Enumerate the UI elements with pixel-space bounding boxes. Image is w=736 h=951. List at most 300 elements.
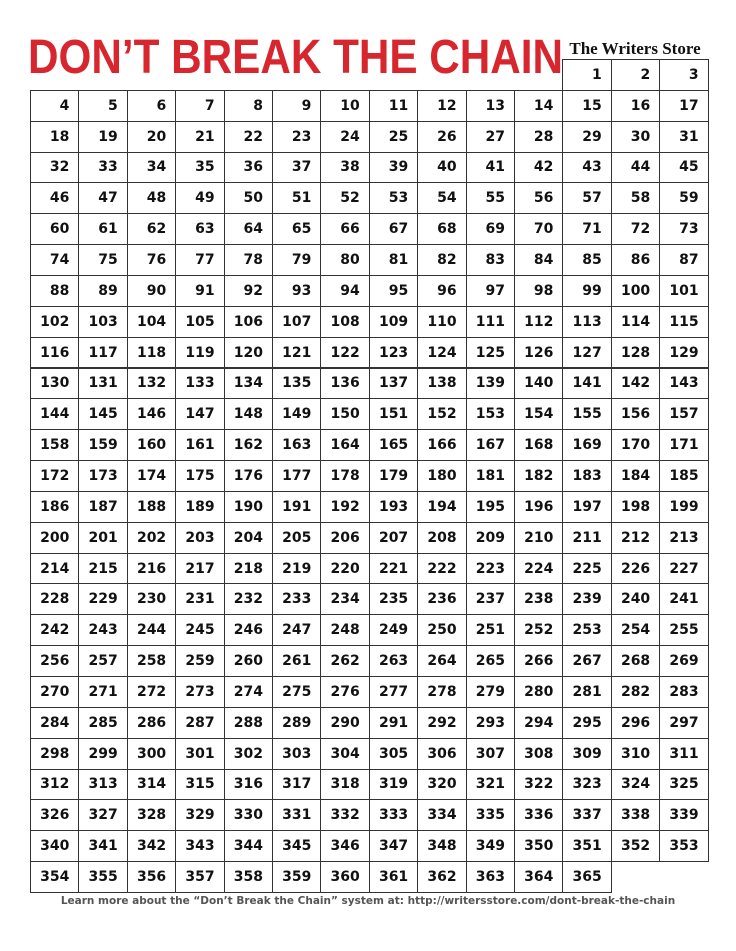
- day-cell: 210: [514, 522, 563, 554]
- day-cell: 235: [369, 583, 418, 615]
- day-cell: 316: [224, 769, 273, 801]
- day-cell: 274: [224, 676, 273, 708]
- day-cell: 176: [224, 460, 273, 492]
- day-cell: 340: [30, 830, 79, 862]
- day-cell: 184: [611, 460, 660, 492]
- day-cell: 127: [562, 337, 611, 369]
- day-cell: 281: [562, 676, 611, 708]
- day-cell: 18: [30, 121, 79, 153]
- day-cell: 350: [514, 830, 563, 862]
- day-cell: 172: [30, 460, 79, 492]
- day-cell: 106: [224, 306, 273, 338]
- day-cell: 63: [175, 213, 224, 245]
- day-cell: 26: [417, 121, 466, 153]
- day-cell: 35: [175, 152, 224, 184]
- day-cell: 10: [320, 90, 369, 122]
- day-cell: 38: [320, 152, 369, 184]
- day-cell: 95: [369, 275, 418, 307]
- day-cell: 88: [30, 275, 79, 307]
- day-cell: 118: [127, 337, 176, 369]
- day-cell: 101: [659, 275, 708, 307]
- day-cell: 99: [562, 275, 611, 307]
- day-cell: 236: [417, 583, 466, 615]
- day-cell: 175: [175, 460, 224, 492]
- brand-name: The Writers Store: [569, 39, 701, 58]
- day-cell: 262: [320, 645, 369, 677]
- day-cell: 144: [30, 398, 79, 430]
- day-cell: 339: [659, 799, 708, 831]
- day-cell: 126: [514, 337, 563, 369]
- day-cell: 73: [659, 213, 708, 245]
- day-cell: 258: [127, 645, 176, 677]
- day-cell: 243: [78, 614, 127, 646]
- day-cell: 256: [30, 645, 79, 677]
- day-cell: 181: [466, 460, 515, 492]
- day-cell: 23: [272, 121, 321, 153]
- day-cell: 146: [127, 398, 176, 430]
- day-cell: 86: [611, 244, 660, 276]
- day-cell: 279: [466, 676, 515, 708]
- day-cell: 257: [78, 645, 127, 677]
- day-cell: 264: [417, 645, 466, 677]
- day-cell: 265: [466, 645, 515, 677]
- day-cell: 323: [562, 769, 611, 801]
- day-cell: 207: [369, 522, 418, 554]
- day-cell: 227: [659, 553, 708, 585]
- day-cell: 21: [175, 121, 224, 153]
- day-cell: 1: [562, 59, 611, 91]
- day-cell: 288: [224, 707, 273, 739]
- day-cell: 357: [175, 861, 224, 893]
- day-cell: 194: [417, 491, 466, 523]
- day-cell: 151: [369, 398, 418, 430]
- day-cell: 324: [611, 769, 660, 801]
- day-cell: 141: [562, 368, 611, 400]
- day-cell: 51: [272, 182, 321, 214]
- day-cell: 56: [514, 182, 563, 214]
- day-cell: 30: [611, 121, 660, 153]
- day-cell: 348: [417, 830, 466, 862]
- day-cell: 283: [659, 676, 708, 708]
- day-cell: 293: [466, 707, 515, 739]
- day-cell: 302: [224, 738, 273, 770]
- day-cell: 12: [417, 90, 466, 122]
- day-cell: 53: [369, 182, 418, 214]
- day-cell: 245: [175, 614, 224, 646]
- day-cell: 251: [466, 614, 515, 646]
- day-cell: 129: [659, 337, 708, 369]
- day-cell: 112: [514, 306, 563, 338]
- day-cell: 361: [369, 861, 418, 893]
- day-cell: 166: [417, 429, 466, 461]
- day-cell: 228: [30, 583, 79, 615]
- day-cell: 248: [320, 614, 369, 646]
- day-cell: 174: [127, 460, 176, 492]
- day-cell: 303: [272, 738, 321, 770]
- day-cell: 333: [369, 799, 418, 831]
- day-cell: 154: [514, 398, 563, 430]
- day-cell: 87: [659, 244, 708, 276]
- day-cell: 311: [659, 738, 708, 770]
- day-cell: 157: [659, 398, 708, 430]
- day-cell: 234: [320, 583, 369, 615]
- day-cell: 162: [224, 429, 273, 461]
- day-cell: 103: [78, 306, 127, 338]
- day-cell: 192: [320, 491, 369, 523]
- day-cell: 3: [659, 59, 708, 91]
- day-cell: 16: [611, 90, 660, 122]
- day-cell: 219: [272, 553, 321, 585]
- day-cell: 189: [175, 491, 224, 523]
- footer-note: Learn more about the “Don’t Break the Chain” system at: http://writersstore.com/dont-break-the-chain: [60, 895, 676, 907]
- day-cell: 55: [466, 182, 515, 214]
- day-cell: 9: [272, 90, 321, 122]
- day-cell: 188: [127, 491, 176, 523]
- day-cell: 121: [272, 337, 321, 369]
- day-cell: 259: [175, 645, 224, 677]
- day-cell: 364: [514, 861, 563, 893]
- day-cell: 360: [320, 861, 369, 893]
- day-cell: 244: [127, 614, 176, 646]
- day-cell: 47: [78, 182, 127, 214]
- day-cell: 92: [224, 275, 273, 307]
- day-cell: 120: [224, 337, 273, 369]
- day-cell: 90: [127, 275, 176, 307]
- day-cell: 353: [659, 830, 708, 862]
- day-cell: 187: [78, 491, 127, 523]
- day-cell: 252: [514, 614, 563, 646]
- day-cell: 352: [611, 830, 660, 862]
- day-cell: 307: [466, 738, 515, 770]
- day-cell: 180: [417, 460, 466, 492]
- day-cell: 148: [224, 398, 273, 430]
- day-cell: 78: [224, 244, 273, 276]
- day-cell: 105: [175, 306, 224, 338]
- day-cell: 62: [127, 213, 176, 245]
- day-cell: 104: [127, 306, 176, 338]
- day-cell: 314: [127, 769, 176, 801]
- day-cell: 268: [611, 645, 660, 677]
- day-cell: 249: [369, 614, 418, 646]
- day-cell: 25: [369, 121, 418, 153]
- day-cell: 107: [272, 306, 321, 338]
- day-cell: 179: [369, 460, 418, 492]
- day-cell: 61: [78, 213, 127, 245]
- day-cell: 43: [562, 152, 611, 184]
- day-cell: 138: [417, 368, 466, 400]
- day-cell: 239: [562, 583, 611, 615]
- day-cell: 75: [78, 244, 127, 276]
- day-cell: 41: [466, 152, 515, 184]
- day-cell: 168: [514, 429, 563, 461]
- day-cell: 71: [562, 213, 611, 245]
- day-cell: 335: [466, 799, 515, 831]
- day-cell: 49: [175, 182, 224, 214]
- day-cell: 362: [417, 861, 466, 893]
- day-cell: 8: [224, 90, 273, 122]
- day-cell: 327: [78, 799, 127, 831]
- day-cell: 37: [272, 152, 321, 184]
- day-cell: 263: [369, 645, 418, 677]
- day-cell: 272: [127, 676, 176, 708]
- day-cell: 116: [30, 337, 79, 369]
- day-cell: 330: [224, 799, 273, 831]
- day-cell: 346: [320, 830, 369, 862]
- day-cell: 345: [272, 830, 321, 862]
- day-cell: 332: [320, 799, 369, 831]
- day-cell: 132: [127, 368, 176, 400]
- day-cell: 203: [175, 522, 224, 554]
- day-cell: 193: [369, 491, 418, 523]
- day-cell: 164: [320, 429, 369, 461]
- day-cell: 147: [175, 398, 224, 430]
- day-cell: 218: [224, 553, 273, 585]
- day-cell: 72: [611, 213, 660, 245]
- day-cell: 320: [417, 769, 466, 801]
- day-cell: 67: [369, 213, 418, 245]
- day-cell: 295: [562, 707, 611, 739]
- day-cell: 363: [466, 861, 515, 893]
- day-cell: 201: [78, 522, 127, 554]
- day-cell: 40: [417, 152, 466, 184]
- day-cell: 334: [417, 799, 466, 831]
- day-cell: 290: [320, 707, 369, 739]
- day-cell: 183: [562, 460, 611, 492]
- day-cell: 31: [659, 121, 708, 153]
- day-cell: 6: [127, 90, 176, 122]
- day-cell: 317: [272, 769, 321, 801]
- day-cell: 48: [127, 182, 176, 214]
- day-cell: 325: [659, 769, 708, 801]
- day-cell: 322: [514, 769, 563, 801]
- day-cell: 109: [369, 306, 418, 338]
- day-cell: 60: [30, 213, 79, 245]
- day-cell: 96: [417, 275, 466, 307]
- day-cell: 347: [369, 830, 418, 862]
- day-cell: 155: [562, 398, 611, 430]
- day-cell: 208: [417, 522, 466, 554]
- day-cell: 44: [611, 152, 660, 184]
- day-cell: 280: [514, 676, 563, 708]
- day-cell: 196: [514, 491, 563, 523]
- day-cell: 153: [466, 398, 515, 430]
- day-cell: 286: [127, 707, 176, 739]
- day-cell: 45: [659, 152, 708, 184]
- day-cell: 102: [30, 306, 79, 338]
- day-cell: 22: [224, 121, 273, 153]
- day-cell: 97: [466, 275, 515, 307]
- day-cell: 15: [562, 90, 611, 122]
- day-cell: 270: [30, 676, 79, 708]
- day-cell: 122: [320, 337, 369, 369]
- day-cell: 247: [272, 614, 321, 646]
- day-cell: 212: [611, 522, 660, 554]
- day-cell: 305: [369, 738, 418, 770]
- day-cell: 202: [127, 522, 176, 554]
- day-cell: 200: [30, 522, 79, 554]
- day-cell: 11: [369, 90, 418, 122]
- day-cell: 344: [224, 830, 273, 862]
- day-cell: 119: [175, 337, 224, 369]
- day-cell: 83: [466, 244, 515, 276]
- day-cell: 328: [127, 799, 176, 831]
- day-cell: 29: [562, 121, 611, 153]
- day-cell: 135: [272, 368, 321, 400]
- day-cell: 170: [611, 429, 660, 461]
- day-cell: 142: [611, 368, 660, 400]
- day-cell: 213: [659, 522, 708, 554]
- day-cell: 343: [175, 830, 224, 862]
- day-cell: 275: [272, 676, 321, 708]
- day-cell: 46: [30, 182, 79, 214]
- day-cell: 152: [417, 398, 466, 430]
- day-cell: 204: [224, 522, 273, 554]
- day-cell: 134: [224, 368, 273, 400]
- day-cell: 173: [78, 460, 127, 492]
- day-cell: 115: [659, 306, 708, 338]
- day-cell: 310: [611, 738, 660, 770]
- day-cell: 79: [272, 244, 321, 276]
- day-cell: 354: [30, 861, 79, 893]
- day-cell: 209: [466, 522, 515, 554]
- day-cell: 136: [320, 368, 369, 400]
- day-cell: 124: [417, 337, 466, 369]
- day-cell: 111: [466, 306, 515, 338]
- day-cell: 114: [611, 306, 660, 338]
- day-cell: 167: [466, 429, 515, 461]
- day-cell: 222: [417, 553, 466, 585]
- day-cell: 165: [369, 429, 418, 461]
- day-cell: 326: [30, 799, 79, 831]
- day-cell: 315: [175, 769, 224, 801]
- day-cell: 329: [175, 799, 224, 831]
- day-cell: 77: [175, 244, 224, 276]
- day-cell: 74: [30, 244, 79, 276]
- day-cell: 221: [369, 553, 418, 585]
- day-cell: 140: [514, 368, 563, 400]
- day-cell: 186: [30, 491, 79, 523]
- day-cell: 287: [175, 707, 224, 739]
- day-cell: 351: [562, 830, 611, 862]
- day-cell: 197: [562, 491, 611, 523]
- day-cell: 291: [369, 707, 418, 739]
- day-cell: 182: [514, 460, 563, 492]
- day-cell: 159: [78, 429, 127, 461]
- day-cell: 250: [417, 614, 466, 646]
- day-cell: 296: [611, 707, 660, 739]
- day-cell: 300: [127, 738, 176, 770]
- day-cell: 292: [417, 707, 466, 739]
- day-cell: 139: [466, 368, 515, 400]
- day-cell: 13: [466, 90, 515, 122]
- day-cell: 199: [659, 491, 708, 523]
- day-cell: 214: [30, 553, 79, 585]
- day-cell: 338: [611, 799, 660, 831]
- day-cell: 84: [514, 244, 563, 276]
- day-cell: 301: [175, 738, 224, 770]
- day-cell: 20: [127, 121, 176, 153]
- day-cell: 68: [417, 213, 466, 245]
- day-cell: 54: [417, 182, 466, 214]
- day-cell: 33: [78, 152, 127, 184]
- day-cell: 304: [320, 738, 369, 770]
- day-cell: 273: [175, 676, 224, 708]
- day-cell: 36: [224, 152, 273, 184]
- day-cell: 308: [514, 738, 563, 770]
- day-cell: 225: [562, 553, 611, 585]
- day-cell: 266: [514, 645, 563, 677]
- day-cell: 42: [514, 152, 563, 184]
- day-cell: 125: [466, 337, 515, 369]
- day-cell: 163: [272, 429, 321, 461]
- day-cell: 7: [175, 90, 224, 122]
- day-cell: 237: [466, 583, 515, 615]
- day-cell: 28: [514, 121, 563, 153]
- day-cell: 81: [369, 244, 418, 276]
- day-cell: 123: [369, 337, 418, 369]
- day-cell: 82: [417, 244, 466, 276]
- day-cell: 267: [562, 645, 611, 677]
- day-cell: 89: [78, 275, 127, 307]
- day-cell: 32: [30, 152, 79, 184]
- day-cell: 52: [320, 182, 369, 214]
- day-cell: 113: [562, 306, 611, 338]
- day-cell: 217: [175, 553, 224, 585]
- day-cell: 58: [611, 182, 660, 214]
- day-cell: 253: [562, 614, 611, 646]
- day-cell: 80: [320, 244, 369, 276]
- day-cell: 149: [272, 398, 321, 430]
- day-cell: 358: [224, 861, 273, 893]
- day-cell: 271: [78, 676, 127, 708]
- day-cell: 205: [272, 522, 321, 554]
- page-title: DON’T BREAK THE CHAIN: [28, 31, 564, 84]
- day-cell: 39: [369, 152, 418, 184]
- day-cell: 342: [127, 830, 176, 862]
- day-cell: 240: [611, 583, 660, 615]
- day-cell: 145: [78, 398, 127, 430]
- day-cell: 356: [127, 861, 176, 893]
- day-cell: 278: [417, 676, 466, 708]
- day-cell: 309: [562, 738, 611, 770]
- day-cell: 321: [466, 769, 515, 801]
- day-cell: 178: [320, 460, 369, 492]
- day-cell: 269: [659, 645, 708, 677]
- day-cell: 299: [78, 738, 127, 770]
- day-cell: 365: [562, 861, 611, 893]
- day-cell: 313: [78, 769, 127, 801]
- day-cell: 130: [30, 368, 79, 400]
- day-cell: 177: [272, 460, 321, 492]
- day-cell: 65: [272, 213, 321, 245]
- day-cell: 226: [611, 553, 660, 585]
- day-cell: 69: [466, 213, 515, 245]
- day-cell: 160: [127, 429, 176, 461]
- day-cell: 215: [78, 553, 127, 585]
- day-cell: 223: [466, 553, 515, 585]
- day-cell: 17: [659, 90, 708, 122]
- day-cell: 5: [78, 90, 127, 122]
- day-cell: 341: [78, 830, 127, 862]
- day-cell: 110: [417, 306, 466, 338]
- day-cell: 133: [175, 368, 224, 400]
- day-cell: 108: [320, 306, 369, 338]
- day-cell: 93: [272, 275, 321, 307]
- day-cell: 158: [30, 429, 79, 461]
- day-cell: 137: [369, 368, 418, 400]
- day-cell: 161: [175, 429, 224, 461]
- day-cell: 195: [466, 491, 515, 523]
